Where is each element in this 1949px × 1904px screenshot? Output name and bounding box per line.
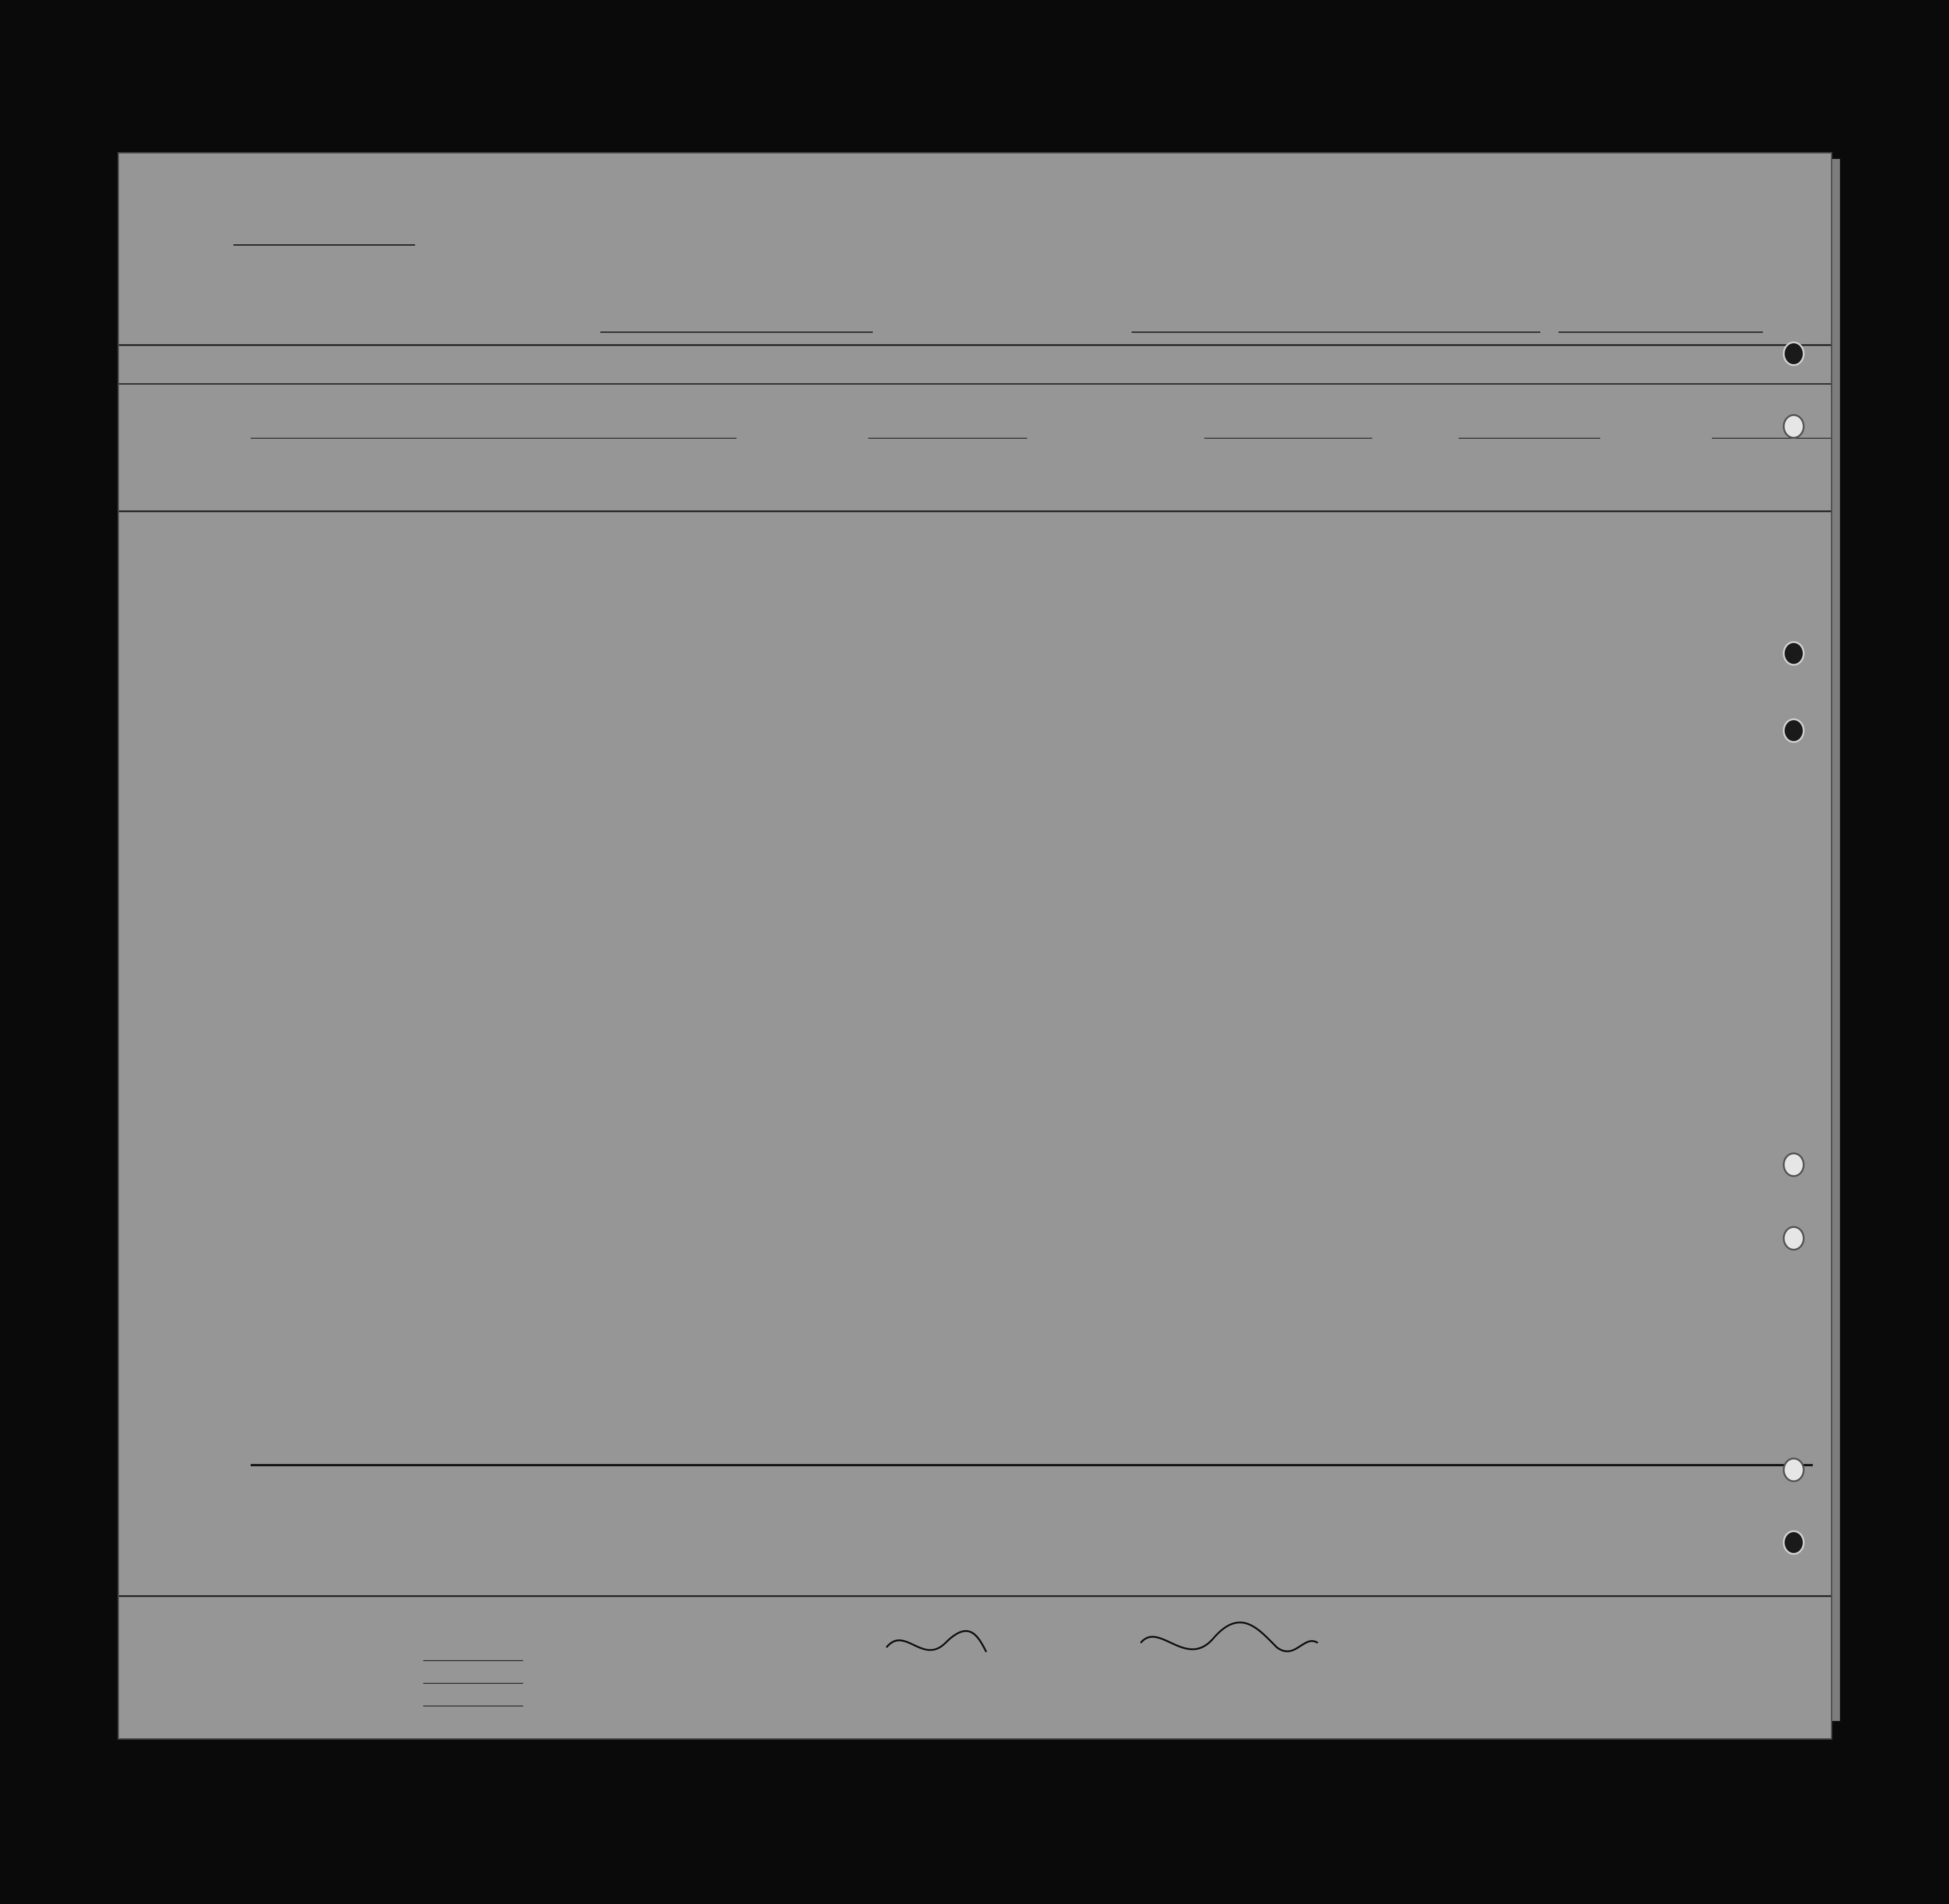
residence-subrule bbox=[1712, 438, 1831, 439]
age-subrule bbox=[678, 438, 737, 439]
binder-hole bbox=[1783, 414, 1805, 439]
strike-row-27 bbox=[251, 1464, 1813, 1466]
date-underline bbox=[1558, 331, 1763, 333]
header-bottom-rule bbox=[119, 510, 1831, 512]
binder-hole bbox=[1783, 1152, 1805, 1177]
name-subrule bbox=[251, 438, 678, 439]
table-bottom-rule bbox=[119, 1595, 1831, 1597]
birth-subrule bbox=[1204, 438, 1372, 439]
footer-citizens-line bbox=[423, 1683, 523, 1684]
ship-underline bbox=[600, 331, 873, 333]
list-underline bbox=[233, 244, 415, 246]
colnum-rule bbox=[119, 383, 1831, 385]
binder-hole bbox=[1783, 1530, 1805, 1555]
issued-subrule bbox=[1459, 438, 1600, 439]
binder-hole bbox=[1783, 1458, 1805, 1482]
signature-scribble bbox=[868, 1616, 1322, 1679]
port-underline bbox=[1132, 331, 1540, 333]
binder-hole bbox=[1783, 641, 1805, 666]
ship-row bbox=[119, 303, 1831, 335]
able-subrule bbox=[868, 438, 1027, 439]
header-top-rule bbox=[119, 344, 1831, 346]
binder-hole bbox=[1783, 718, 1805, 743]
binder-hole bbox=[1783, 1226, 1805, 1251]
binder-hole bbox=[1783, 341, 1805, 366]
manifest-sheet bbox=[119, 153, 1831, 1738]
footer-total-line bbox=[423, 1660, 523, 1661]
